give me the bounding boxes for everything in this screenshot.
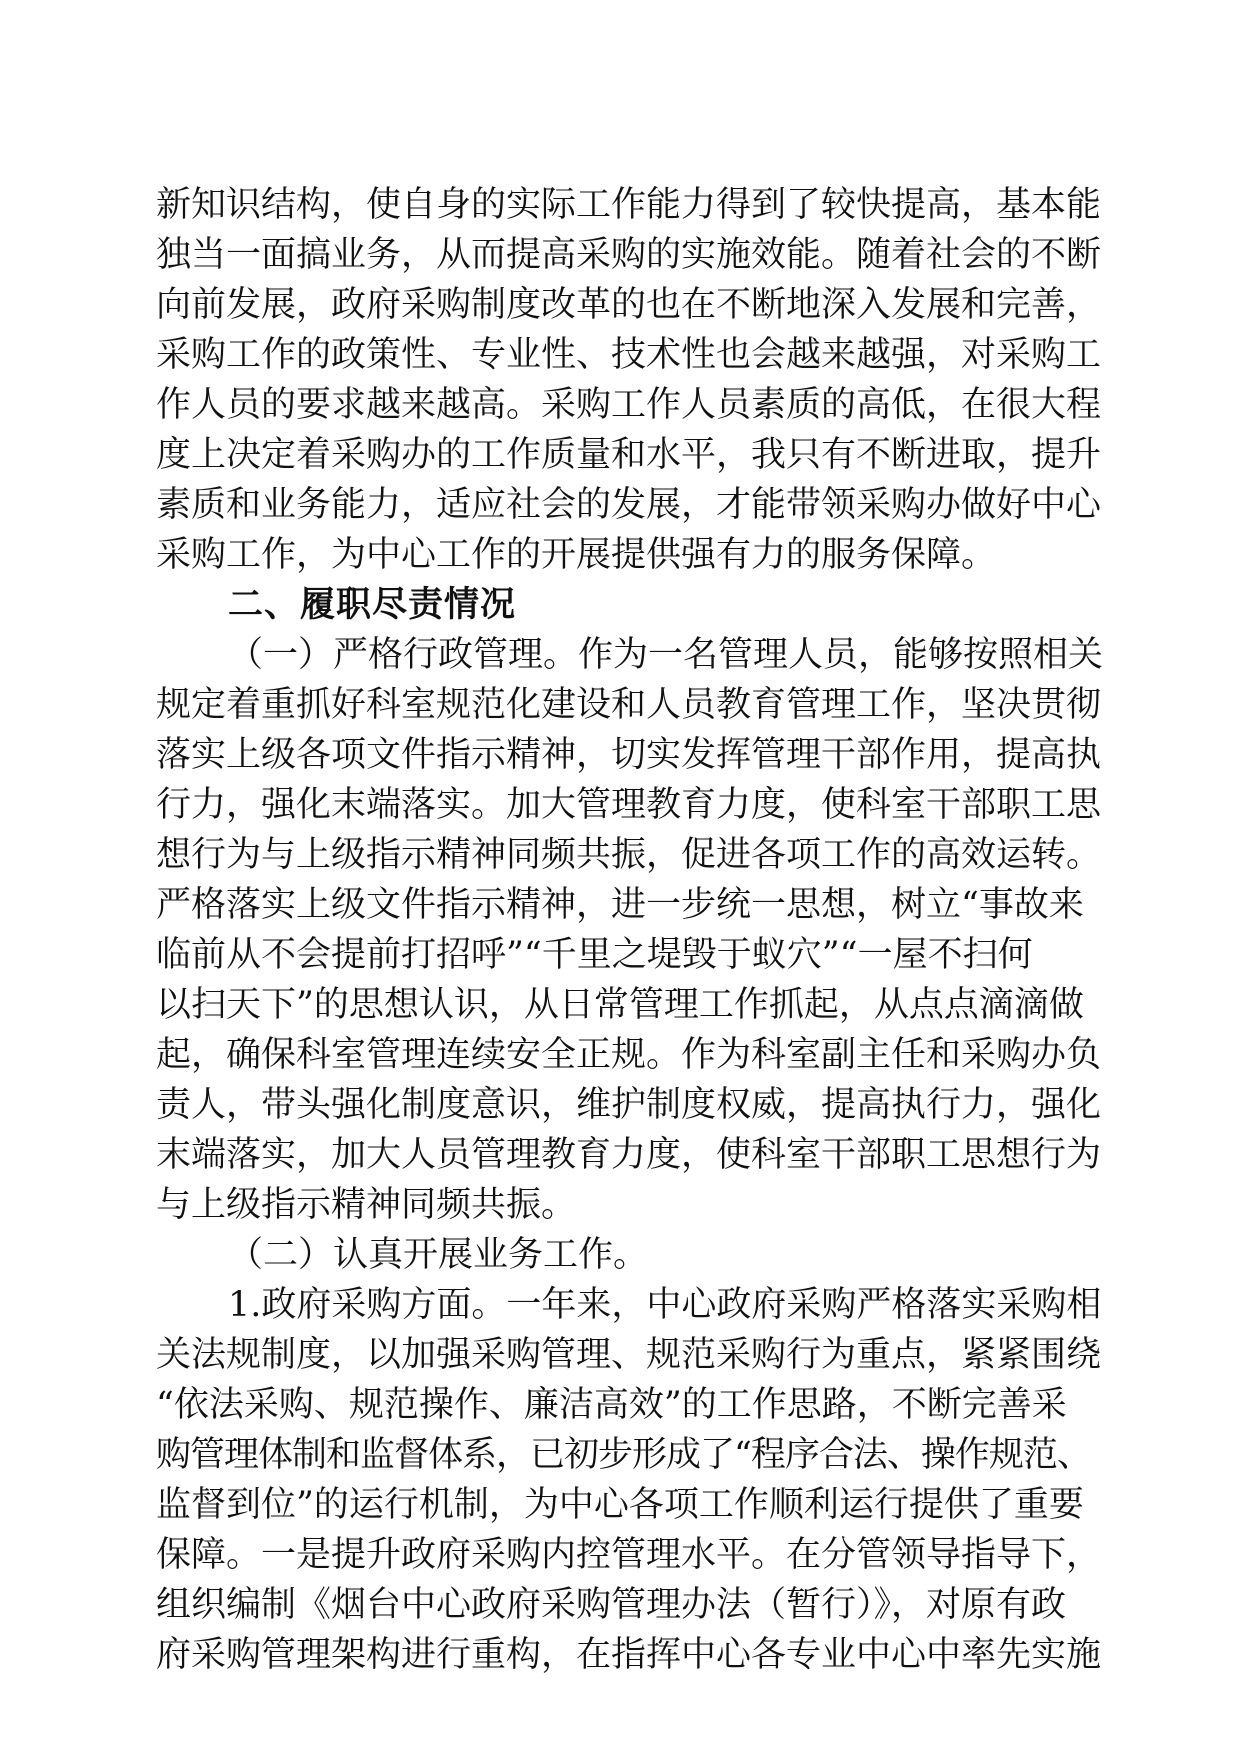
text-line: 责人，带头强化制度意识，维护制度权威，提高执行力，强化: [156, 1085, 1102, 1125]
text-line: 监督到位”的运行机制，为中心各项工作顺利运行提供了重要: [156, 1485, 1084, 1525]
text-line: 与上级指示精神同频共振。: [156, 1185, 577, 1225]
text-line: 以扫天下”的思想认识，从日常管理工作抓起，从点点滴滴做: [156, 985, 1084, 1025]
section-heading: 二、履职尽责情况: [228, 585, 517, 625]
subsection-heading: （二）认真开展业务工作。: [228, 1235, 649, 1275]
text-line: 独当一面搞业务，从而提高采购的实施效能。随着社会的不断: [156, 235, 1102, 275]
text-line: 组织编制《烟台中心政府采购管理办法（暂行）》，对原有政: [156, 1585, 1067, 1625]
text-line: 购管理体制和监督体系，已初步形成了“程序合法、操作规范、: [156, 1435, 1091, 1475]
text-line: 起，确保科室管理连续安全正规。作为科室副主任和采购办负: [156, 1035, 1102, 1075]
text-line: 度上决定着采购办的工作质量和水平，我只有不断进取，提升: [156, 435, 1102, 475]
text-line: 采购工作的政策性、专业性、技术性也会越来越强，对采购工: [156, 335, 1102, 375]
text-line: 关法规制度，以加强采购管理、规范采购行为重点，紧紧围绕: [156, 1335, 1102, 1375]
text-line: 保障。一是提升政府采购内控管理水平。在分管领导指导下，: [156, 1535, 1102, 1575]
text-line: 落实上级各项文件指示精神，切实发挥管理干部作用，提高执: [156, 735, 1102, 775]
text-line: 严格落实上级文件指示精神，进一步统一思想，树立“事故来: [156, 885, 1084, 925]
text-line: 规定着重抓好科室规范化建设和人员教育管理工作，坚决贯彻: [156, 685, 1102, 725]
text-line: “依法采购、规范操作、廉洁高效”的工作思路，不断完善采: [156, 1385, 1067, 1425]
paragraph-first-line: 1.政府采购方面。一年来，中心政府采购严格落实采购相: [228, 1285, 1102, 1325]
text-line: 临前从不会提前打招呼”“千里之堤毁于蚁穴”“一屋不扫何: [156, 935, 1033, 975]
text-line: 新知识结构，使自身的实际工作能力得到了较快提高，基本能: [156, 185, 1102, 225]
text-line: 想行为与上级指示精神同频共振，促进各项工作的高效运转。: [156, 835, 1102, 875]
text-line: 末端落实，加大人员管理教育力度，使科室干部职工思想行为: [156, 1135, 1102, 1175]
paragraph-first-line: （一）严格行政管理。作为一名管理人员，能够按照相关: [228, 635, 1104, 675]
text-line: 采购工作，为中心工作的开展提供强有力的服务保障。: [156, 535, 997, 575]
text-line: 府采购管理架构进行重构，在指挥中心各专业中心中率先实施: [156, 1635, 1102, 1675]
text-line: 行力，强化末端落实。加大管理教育力度，使科室干部职工思: [156, 785, 1102, 825]
text-line: 作人员的要求越来越高。采购工作人员素质的高低，在很大程: [156, 385, 1102, 425]
text-line: 向前发展，政府采购制度改革的也在不断地深入发展和完善，: [156, 285, 1102, 325]
text-line: 素质和业务能力，适应社会的发展，才能带领采购办做好中心: [156, 485, 1102, 525]
